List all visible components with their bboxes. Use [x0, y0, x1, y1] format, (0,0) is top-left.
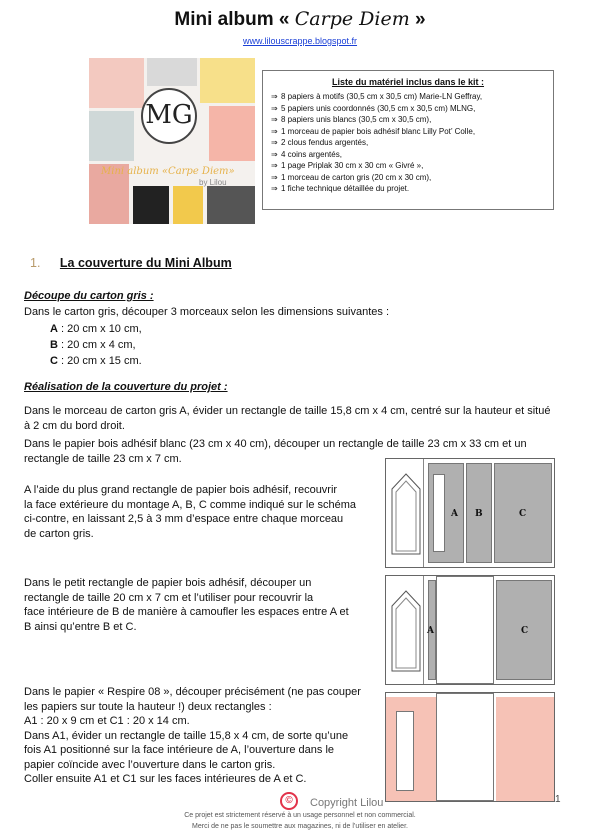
- kit-item: ⇒ 5 papiers unis coordonnés (30,5 cm x 30,5 cm) MLNG,: [271, 103, 476, 113]
- label-a: A: [451, 509, 458, 519]
- photo-credit: by Lilou: [199, 178, 227, 187]
- label-b: B: [475, 509, 483, 519]
- decoupe-intro: Dans le carton gris, découper 3 morceaux selon les dimensions suivantes :: [24, 306, 390, 318]
- copyright-text: Copyright Lilou: [310, 797, 384, 809]
- title-main: Mini album «: [174, 9, 290, 30]
- paragraph-1: Dans le morceau de carton gris A, évider un rectangle de taille 15,8 cm x 4 cm, centré sur la hauteur et situé à 2 cm du bord droit.: [24, 405, 551, 432]
- label-c: C: [519, 509, 527, 519]
- kit-list-box: [262, 70, 554, 210]
- window-cutout: [396, 711, 414, 791]
- arrow-icon: ⇒: [271, 126, 278, 136]
- project-photo: [89, 58, 255, 224]
- paragraph-2: Dans le papier bois adhésif blanc (23 cm x 40 cm), découper un rectangle de taille 23 cm x 33 cm et un rectangle de taille 23 cm x 7 cm.: [24, 438, 527, 465]
- piece-b: B : 20 cm x 4 cm,: [50, 339, 136, 351]
- diagram-papers: [385, 692, 555, 802]
- kit-title: Liste du matériel inclus dans le kit :: [331, 77, 485, 87]
- piece-b-shape: [466, 463, 492, 563]
- window-cutout: [433, 474, 445, 552]
- arrow-icon: ⇒: [271, 138, 278, 147]
- kit-item: ⇒ 8 papiers à motifs (30,5 cm x 30,5 cm) Marie-LN Geffray,: [271, 92, 483, 101]
- diagram-interior: [385, 575, 555, 685]
- flap-left: [386, 459, 424, 567]
- paragraph-4: Dans le petit rectangle de papier bois adhésif, découper un rectangle de taille 20 cm x 7 cm et l’utiliser pour recouvrir la face intérieure de B de manière à camoufler les espaces entre A et B ainsi qu’entre B et C.: [24, 577, 349, 633]
- blog-link[interactable]: www.lilouscrappe.blogspot.fr: [242, 36, 358, 46]
- label-c: C: [521, 626, 529, 636]
- footer-notice-2: Merci de ne pas le soumettre aux magazines, ni de l’utiliser en atelier.: [192, 823, 408, 830]
- kit-item: ⇒ 1 fiche technique détaillée du projet.: [271, 184, 410, 193]
- section-number: 1.: [30, 256, 41, 270]
- paragraph-3: A l’aide du plus grand rectangle de papier bois adhésif, recouvrir la face extérieure du montage A, B, C comme indiqué sur le schéma ci-contre, en laissant 2,5 à 3 mm d’espace entre chaque morceau de carton gris.: [24, 484, 357, 540]
- section-title: La couverture du Mini Album: [59, 256, 232, 270]
- footer-notice-1: Ce projet est strictement réservé à un usage personnel et non commercial.: [184, 812, 416, 819]
- arrow-icon: ⇒: [271, 149, 278, 159]
- kit-item: ⇒ 8 papiers unis blancs (30,5 cm x 30,5 cm),: [271, 115, 432, 124]
- arrow-icon: ⇒: [271, 161, 278, 170]
- paragraph-5: Dans le papier « Respire 08 », découper précisément (ne pas couper les papiers sur toute la hauteur !) deux rectangles : A1 : 20 x 9 cm et C1 : 20 x 14 cm. Dans A1, évider un rectangle de taille 15,8 x 4 cm, de sorte qu’une fois A1 positionné sur la face intérieure de A, l’ouverture dans le papier coïncide avec l’ouverture dans le carton gris. Coller ensuite A1 et C1 sur les faces intérieures de A et C.: [24, 686, 361, 785]
- section-heading: [30, 256, 232, 270]
- arrow-icon: ⇒: [271, 172, 278, 182]
- page-title: [0, 8, 600, 31]
- photo-caption: Mini album «Carpe Diem»: [101, 166, 235, 177]
- diagram-exterior: [385, 458, 555, 568]
- clasp-icon: [386, 459, 424, 567]
- kit-item: ⇒ 4 coins argentés,: [271, 149, 342, 159]
- arrow-icon: ⇒: [271, 115, 278, 124]
- paper-a1: [386, 697, 436, 801]
- piece-a: A : 20 cm x 10 cm,: [50, 323, 142, 335]
- label-a: A: [427, 626, 434, 636]
- title-end: »: [415, 9, 426, 30]
- wood-strip: [436, 576, 494, 684]
- brand-logo: MG: [141, 88, 197, 144]
- arrow-icon: ⇒: [271, 184, 278, 193]
- piece-a-shape: [428, 580, 436, 680]
- piece-c-shape: [494, 463, 552, 563]
- piece-c-shape: [496, 580, 552, 680]
- arrow-icon: ⇒: [271, 92, 278, 101]
- kit-item: ⇒ 1 morceau de papier bois adhésif blanc Lilly Pot’ Colle,: [271, 126, 476, 136]
- piece-c: C : 20 cm x 15 cm.: [50, 355, 142, 367]
- copyright-icon: ©: [280, 792, 298, 810]
- kit-item: ⇒ 2 clous fendus argentés,: [271, 138, 369, 147]
- clasp-icon: [386, 576, 424, 684]
- realisation-heading: Réalisation de la couverture du projet :: [24, 381, 228, 393]
- page-number: 1: [555, 794, 561, 805]
- wood-strip: [436, 693, 494, 801]
- arrow-icon: ⇒: [271, 103, 278, 113]
- kit-item: ⇒ 1 page Priplak 30 cm x 30 cm « Givré »,: [271, 161, 424, 170]
- decoupe-heading: Découpe du carton gris :: [24, 290, 154, 302]
- kit-list: [271, 91, 545, 195]
- title-script: Carpe Diem: [294, 8, 410, 30]
- kit-item: ⇒ 1 morceau de carton gris (20 cm x 30 cm),: [271, 172, 432, 182]
- paper-c1: [496, 697, 554, 801]
- flap-left: [386, 576, 424, 684]
- piece-a-shape: [428, 463, 464, 563]
